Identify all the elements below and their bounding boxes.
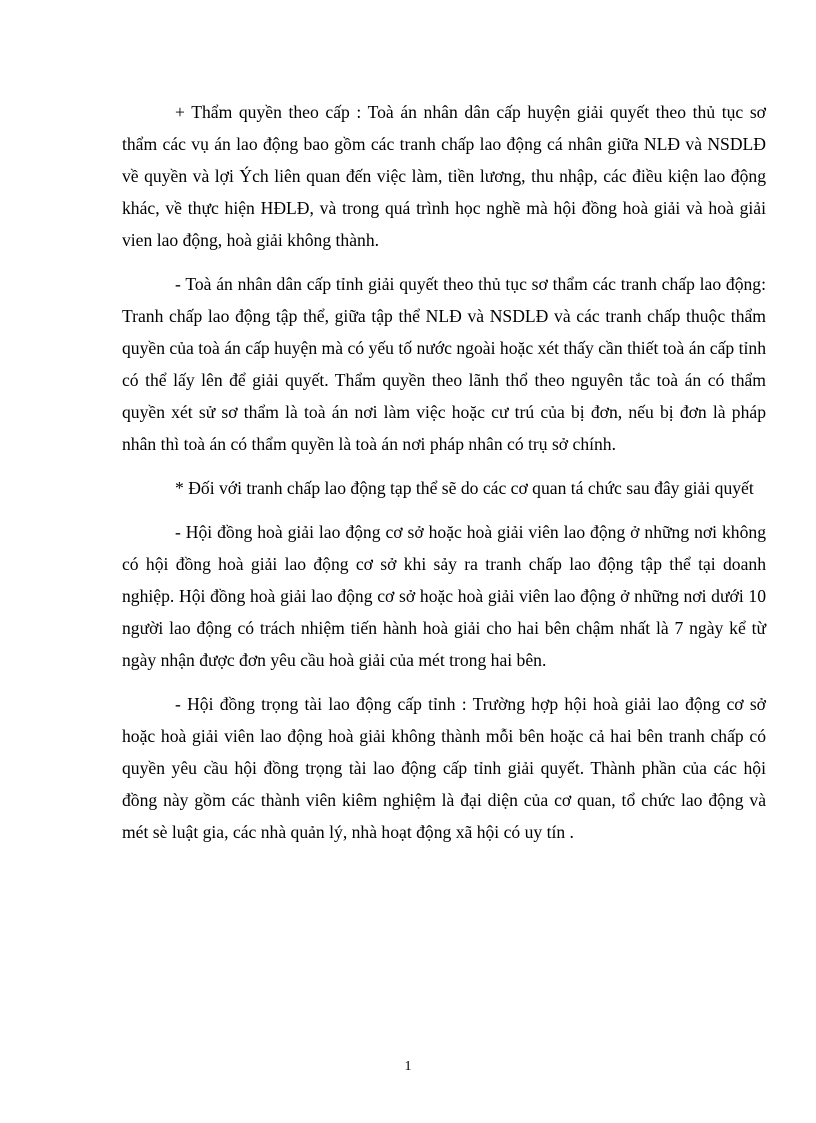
page-number: 1 [404,1059,412,1074]
paragraph-jurisdiction-by-level: + Thẩm quyền theo cấp : Toà án nhân dân cấp huyện giải quyết theo thủ tục sơ thẩm các vụ án lao động bao gồm các tranh chấp lao động cá nhân giữa NLĐ và NSDLĐ về quyền và lợi Ých liên quan đến việc làm, tiền lương, thu nhập, các điều kiện lao động khác, về thực hiện HĐLĐ, và trong quá trình học nghề mà hội đồng hoà giải và hoà giải vien lao động, hoà giải không thành. [122,102,766,250]
paragraph-provincial-court: - Toà án nhân dân cấp tỉnh giải quyết theo thủ tục sơ thẩm các tranh chấp lao động: Tranh chấp lao động tập thể, giữa tập thể NLĐ và NSDLĐ và các tranh chấp thuộc thẩm quyền của toà án cấp huyện mà có yếu tố nước ngoài hoặc xét thấy cần thiết toà án cấp tỉnh có thể lấy lên để giải quyết. Thẩm quyền theo lãnh thổ theo nguyên tắc toà án có thẩm quyền xét sử sơ thẩm là toà án nơi làm việc hoặc cư trú của bị đơn, nếu bị đơn là pháp nhân thì toà án có thẩm quyền là toà án nơi pháp nhân có trụ sở chính. [122,274,766,454]
paragraph-arbitration-council: - Hội đồng trọng tài lao động cấp tỉnh : Trường hợp hội hoà giải lao động cơ sở hoặc hoà giải viên lao động hoà giải không thành mỗi bên hoặc cả hai bên tranh chấp có quyền yêu cầu hội đồng trọng tài lao động cấp tỉnh giải quyết. Thành phần của các hội đồng này gồm các thành viên kiêm nghiệm là đại diện của cơ quan, tổ chức lao động và mét sè luật gia, các nhà quản lý, nhà hoạt động xã hội có uy tín . [122,694,766,842]
document-body [122,96,766,860]
paragraph-conciliation-council: - Hội đồng hoà giải lao động cơ sở hoặc hoà giải viên lao động ở những nơi không có hội đồng hoà giải lao động cơ sở khi sảy ra tranh chấp lao động tập thể tại doanh nghiệp. Hội đồng hoà giải lao động cơ sở hoặc hoà giải viên lao động ở những nơi dưới 10 người lao động có trách nhiệm tiến hành hoà giải cho hai bên chậm nhất là 7 ngày kể từ ngày nhận được đơn yêu cầu hoà giải của mét trong hai bên. [122,522,766,670]
paragraph-collective-dispute-intro: * Đối với tranh chấp lao động tạp thể sẽ do các cơ quan tá chức sau đây giải quyết [175,478,754,498]
